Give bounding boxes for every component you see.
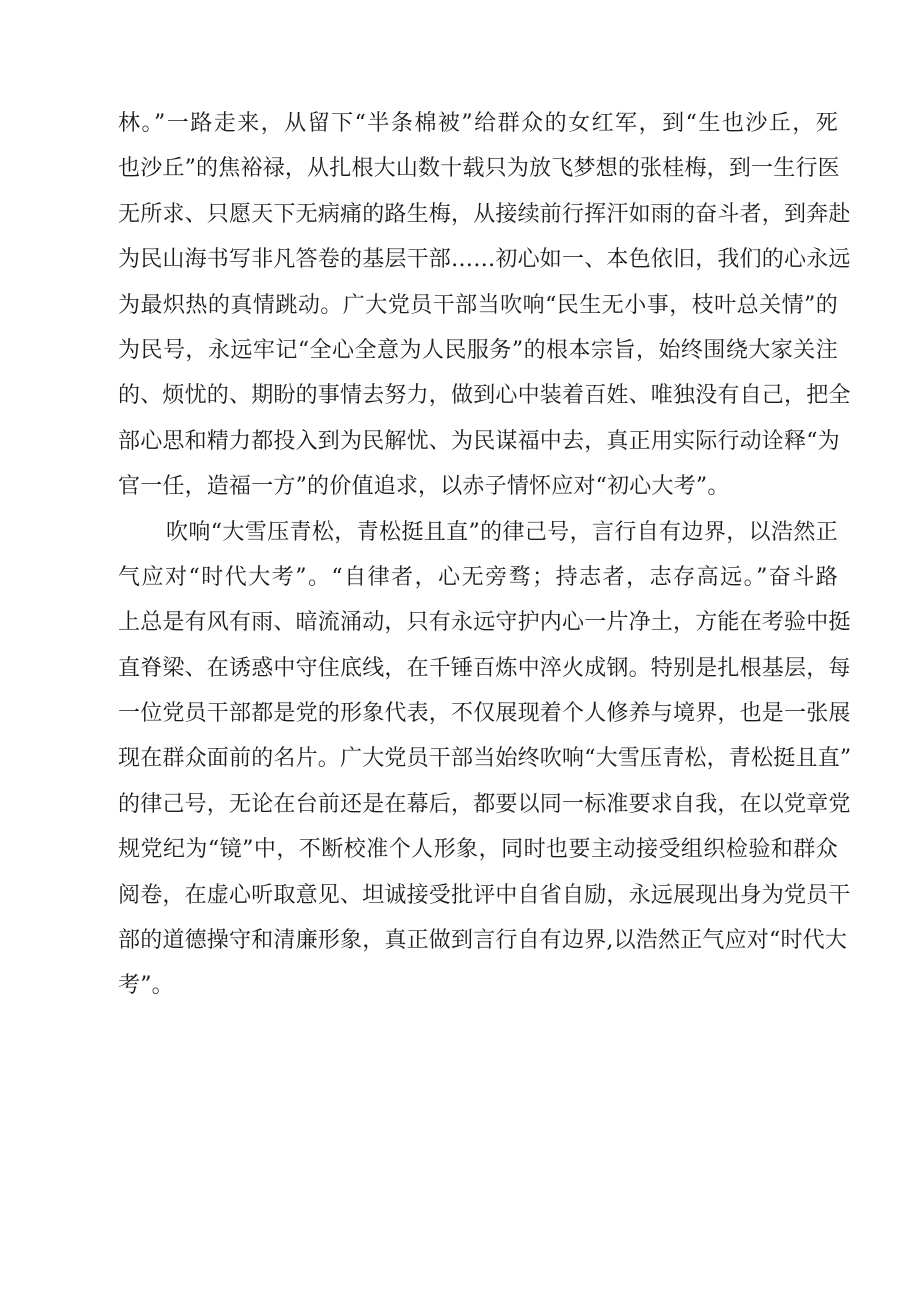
paragraph-line: 林。”一路走来，从留下“半条棉被”给群众的女红军，到“生也沙丘，死: [118, 111, 838, 136]
paragraph-line: 气应对“时代大考”。“自律者，心无旁骛；持志者，志存高远。”奋斗路: [118, 564, 838, 590]
paragraph-line: 也沙丘”的焦裕禄，从扎根大山数十载只为放飞梦想的张桂梅，到一生行医: [118, 156, 840, 182]
paragraph-line: 为民号，永远牢记“全心全意为人民服务”的根本宗旨，始终围绕大家关注: [118, 337, 838, 363]
paragraph-line: 官一任，造福一方”的价值追求，以赤子情怀应对“初心大考”。: [118, 474, 730, 500]
paragraph-line: 规党纪为“镜”中，不断校准个人形象，同时也要主动接受组织检验和群众: [118, 837, 838, 863]
paragraph-line: 的律己号，无论在台前还是在幕后，都要以同一标准要求自我，在以党章党: [118, 791, 851, 817]
paragraph-line: 考”。: [118, 973, 174, 999]
paragraph-line: 无所求、只愿天下无病痛的路生梅，从接续前行挥汗如雨的奋斗者，到奔赴: [118, 201, 851, 227]
paragraph-line: 阅卷，在虚心听取意见、坦诚接受批评中自省自励，永远展现出身为党员干: [118, 882, 851, 908]
paragraph-line: 上总是有风有雨、暗流涌动，只有永远守护内心一片净土，方能在考验中挺: [118, 610, 851, 636]
paragraph-line: 现在群众面前的名片。广大党员干部当始终吹响“大雪压青松，青松挺且直”: [118, 746, 852, 772]
paragraph-line: 部的道德操守和清廉形象，真正做到言行自有边界,以浩然正气应对“时代大: [118, 928, 848, 954]
paragraph-1: [118, 101, 851, 510]
paragraph-line: 的、烦忧的、期盼的事情去努力，做到心中装着百姓、唯独没有自己，把全: [118, 383, 851, 409]
paragraph-line: 一位党员干部都是党的形象代表，不仅展现着个人修养与境界，也是一张展: [118, 701, 851, 727]
paragraph-line: 直脊梁、在诱惑中守住底线，在千锤百炼中淬火成钢。特别是扎根基层，每: [118, 655, 851, 681]
paragraph-line: 部心思和精力都投入到为民解忧、为民谋福中去，真正用实际行动诠释“为: [118, 428, 840, 454]
document-body: [118, 101, 852, 1009]
paragraph-line: 为最炽热的真情跳动。广大党员干部当吹响“民生无小事，枝叶总关情”的: [118, 292, 838, 318]
paragraph-line: 为民山海书写非凡答卷的基层干部……初心如一、本色依旧，我们的心永远: [118, 247, 851, 273]
paragraph-line: 吹响“大雪压青松，青松挺且直”的律己号，言行自有边界，以浩然正: [166, 519, 838, 545]
paragraph-2: [118, 510, 852, 1009]
